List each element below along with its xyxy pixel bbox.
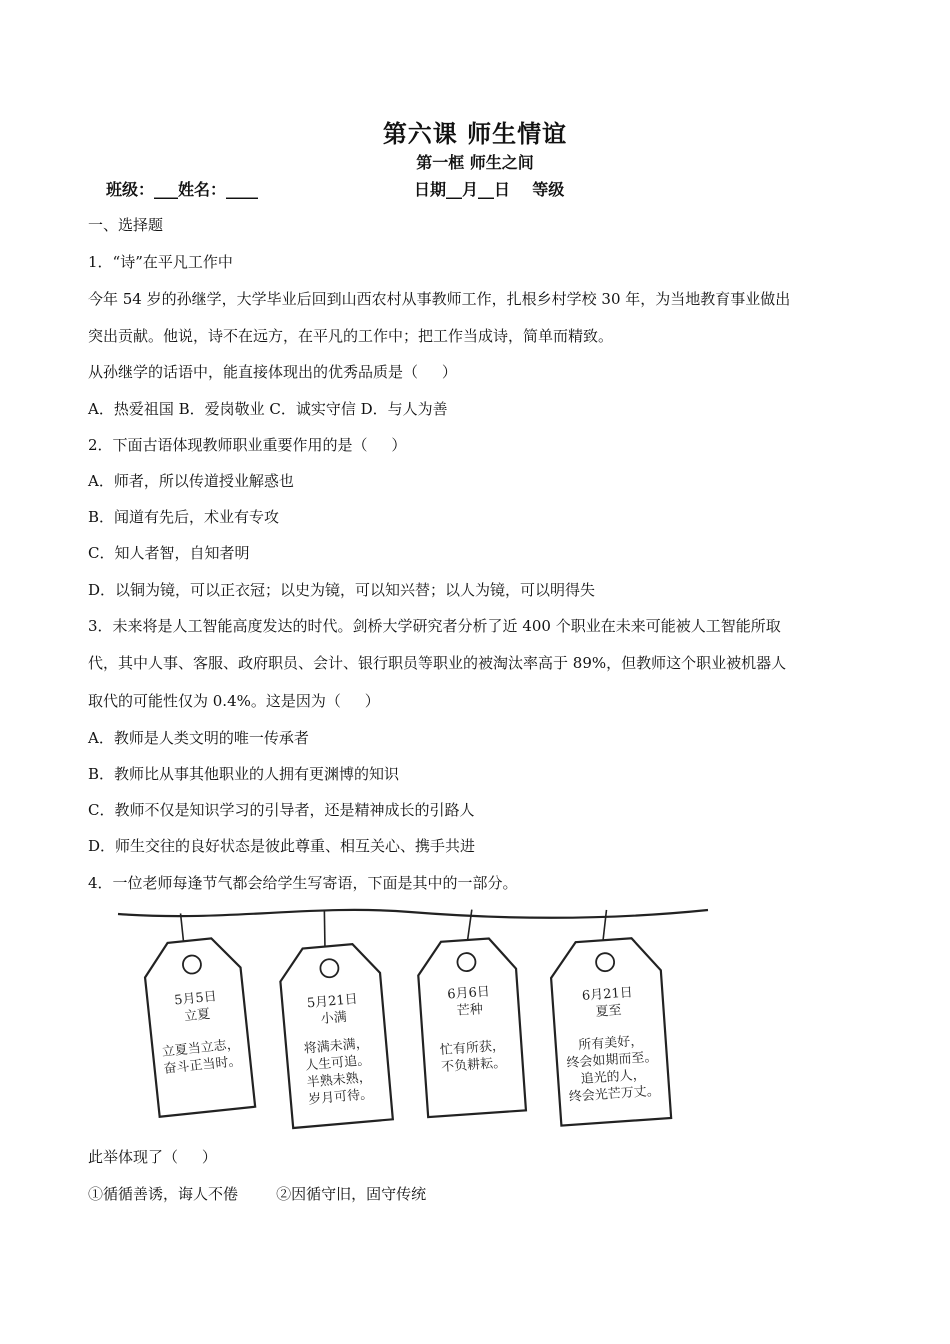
tag-2-line-3: 半熟未熟， <box>306 1070 373 1091</box>
q3-option-a: A．教师是人类文明的唯一传承者 <box>88 729 309 747</box>
tag-2 <box>275 906 393 1128</box>
tag-3-term: 芒种 <box>456 1002 484 1019</box>
page-subtitle: 第一框 师生之间 <box>416 153 534 172</box>
tag-3-line-1: 忙有所获， <box>439 1038 506 1059</box>
hanging-string <box>118 910 708 918</box>
tag-2-line-1: 将满未满， <box>303 1036 370 1057</box>
q2-option-a: A．师者，所以传道授业解惑也 <box>88 472 294 490</box>
class-name-label: 班级：___姓名：____ <box>106 180 259 199</box>
tag-1-line-2: 奋斗正当时。 <box>162 1053 243 1078</box>
tag-4-line-1: 所有美好， <box>577 1033 644 1054</box>
q2-option-b: B．闻道有先后，术业有专攻 <box>88 508 280 526</box>
q3-option-d: D．师生交往的良好状态是彼此尊重、相互关心、携手共进 <box>88 837 476 855</box>
tag-3-date: 6月6日 <box>446 984 491 1003</box>
tag-1 <box>139 908 255 1117</box>
q3-stem-line-2: 代，其中人事、客服、政府职员、会计、银行职员等职业的被淘汰率高于 89%，但教师这个职业被机器人 <box>88 654 787 672</box>
q2-stem: 2．下面古语体现教师职业重要作用的是（ ） <box>88 436 407 454</box>
tag-4 <box>547 906 672 1125</box>
tag-2-line-4: 岁月可待。 <box>307 1086 374 1108</box>
tag-4-line-3: 追光的人， <box>580 1067 647 1088</box>
q4-stem: 4．一位老师每逢节气都会给学生写寄语，下面是其中的一部分。 <box>88 874 518 892</box>
tag-2-line-2: 人生可追。 <box>304 1053 371 1074</box>
tag-1-date: 5月5日 <box>173 989 218 1009</box>
q3-stem-line-3: 取代的可能性仅为 0.4%。这是因为（ ） <box>88 692 380 710</box>
q3-option-b: B．教师比从事其他职业的人拥有更渊博的知识 <box>88 765 400 783</box>
date-grade-label: 日期__月__日 等级 <box>414 180 565 199</box>
q1-passage-line-1: 今年 54 岁的孙继学，大学毕业后回到山西农村从事教师工作，扎根乡村学校 30 年，为当地教育事业做出 <box>88 290 791 308</box>
tag-1-term: 立夏 <box>183 1006 212 1025</box>
solar-term-tags-illustration <box>110 902 710 1134</box>
tag-3-line-2: 不负耕耘。 <box>440 1055 507 1076</box>
q4-options-line-1: ①循循善诱，诲人不倦 ②因循守旧，固守传统 <box>88 1185 427 1203</box>
q1-passage-line-2: 突出贡献。他说，诗不在远方，在平凡的工作中；把工作当成诗，简单而精致。 <box>88 327 614 345</box>
tag-4-line-4: 终会光芒万丈。 <box>568 1083 661 1106</box>
page-title: 第六课 师生情谊 <box>382 119 568 148</box>
tag-2-date: 5月21日 <box>306 991 359 1012</box>
tag-4-date: 6月21日 <box>581 985 634 1004</box>
q1-stem: 1．“诗”在平凡工作中 <box>88 253 233 271</box>
q2-option-c: C．知人者智，自知者明 <box>88 544 250 562</box>
q4-question: 此举体现了（ ） <box>88 1148 217 1166</box>
tag-2-term: 小满 <box>320 1009 348 1028</box>
q3-stem-line-1: 3．未来将是人工智能高度发达的时代。剑桥大学研究者分析了近 400 个职业在未来可能被人工智能所取 <box>88 617 781 635</box>
q3-option-c: C．教师不仅是知识学习的引导者，还是精神成长的引路人 <box>88 801 475 819</box>
tag-1-line-1: 立夏当立志， <box>161 1037 241 1061</box>
section-heading: 一、选择题 <box>88 216 164 234</box>
tag-3 <box>414 907 526 1117</box>
q1-question: 从孙继学的话语中，能直接体现出的优秀品质是（ ） <box>88 363 457 381</box>
tag-4-term: 夏至 <box>595 1003 623 1020</box>
q1-options: A．热爱祖国 B．爱岗敬业 C．诚实守信 D．与人为善 <box>88 400 448 418</box>
tag-4-line-2: 终会如期而至。 <box>566 1049 658 1072</box>
q2-option-d: D．以铜为镜，可以正衣冠；以史为镜，可以知兴替；以人为镜，可以明得失 <box>88 581 596 599</box>
